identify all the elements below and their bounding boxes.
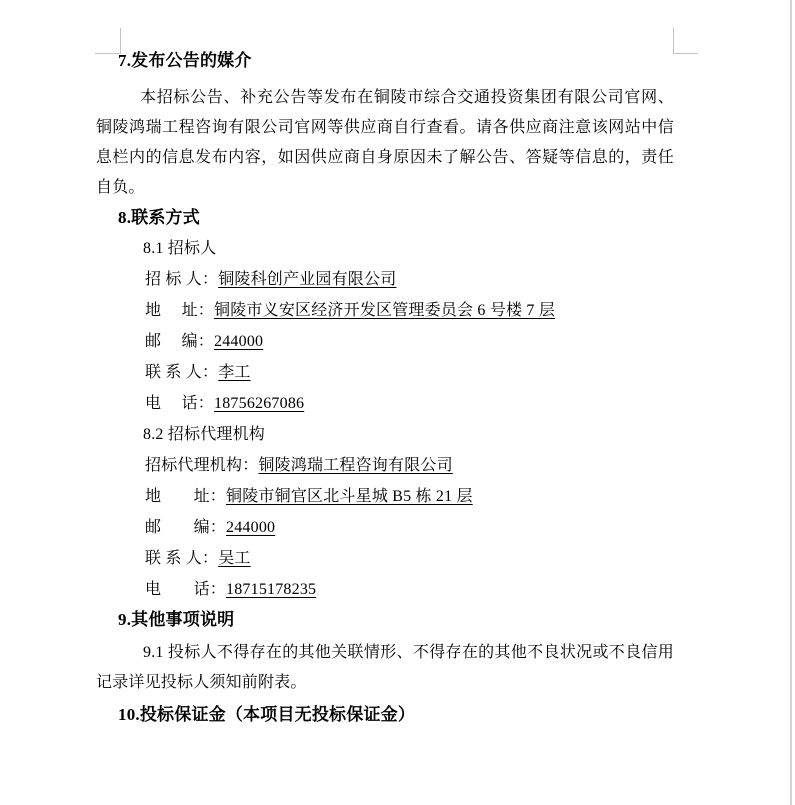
contact-value: 铜陵市义安区经济开发区管理委员会 6 号楼 7 层 xyxy=(214,302,556,319)
contact-row-agency-name xyxy=(96,450,674,481)
section-8-heading: 8.联系方式 xyxy=(118,208,200,227)
contact-label: 电 话： xyxy=(145,581,227,598)
section-7-paragraph: 本招标公告、补充公告等发布在铜陵市综合交通投资集团有限公司官网、铜陵鸿瑞工程咨询有限公司官网等供应商自行查看。请各供应商注意该网站中信息栏内的信息发布内容，如因供应商自身原因未了解公告、答疑等信息的，责任自负。 xyxy=(96,89,674,196)
contact-label: 联 系 人： xyxy=(145,550,219,567)
page-edge-line xyxy=(790,0,792,805)
section-7-heading: 7.发布公告的媒介 xyxy=(118,51,252,70)
section-9-heading: 9.其他事项说明 xyxy=(118,610,235,629)
contact-value: 铜陵市铜官区北斗星城 B5 栋 21 层 xyxy=(226,488,473,505)
contact-value: 18756267086 xyxy=(214,395,305,412)
contact-value: 铜陵科创产业园有限公司 xyxy=(218,271,397,288)
contact-label: 邮 编： xyxy=(145,519,227,536)
section-8-1-title: 8.1 招标人 xyxy=(143,240,217,257)
contact-row-bidder-address xyxy=(96,295,674,326)
contact-label: 招标代理机构： xyxy=(145,457,259,474)
contact-row-bidder-phone xyxy=(96,388,674,419)
contact-row-bidder-contact-person xyxy=(96,357,674,388)
contact-row-agency-phone xyxy=(96,574,674,605)
contact-row-bidder-postcode xyxy=(96,326,674,357)
contact-value: 吴工 xyxy=(218,550,251,567)
document-text-area[interactable] xyxy=(96,0,674,730)
contact-label: 联 系 人： xyxy=(145,364,219,381)
contact-row-agency-address xyxy=(96,481,674,512)
contact-row-agency-postcode xyxy=(96,512,674,543)
contact-label: 地 址： xyxy=(145,488,227,505)
contact-value: 李工 xyxy=(218,364,251,381)
section-9-paragraph: 9.1 投标人不得存在的其他关联情形、不得存在的其他不良状况或不良信用记录详见投标人须知前附表。 xyxy=(96,644,674,691)
contact-value: 244000 xyxy=(226,519,276,536)
contact-label: 电 话： xyxy=(145,395,215,412)
text-boundary-mark-top-right-icon xyxy=(673,28,698,54)
contact-value: 18715178235 xyxy=(226,581,317,598)
contact-label: 地 址： xyxy=(145,302,215,319)
contact-value: 铜陵鸿瑞工程咨询有限公司 xyxy=(258,457,453,474)
contact-value: 244000 xyxy=(214,333,264,350)
contact-row-bidder-name xyxy=(96,264,674,295)
contact-row-agency-contact-person xyxy=(96,543,674,574)
contact-label: 邮 编： xyxy=(145,333,215,350)
section-8-2-title: 8.2 招标代理机构 xyxy=(143,426,266,443)
section-10-heading: 10.投标保证金（本项目无投标保证金） xyxy=(118,705,416,724)
contact-label: 招 标 人： xyxy=(145,271,219,288)
